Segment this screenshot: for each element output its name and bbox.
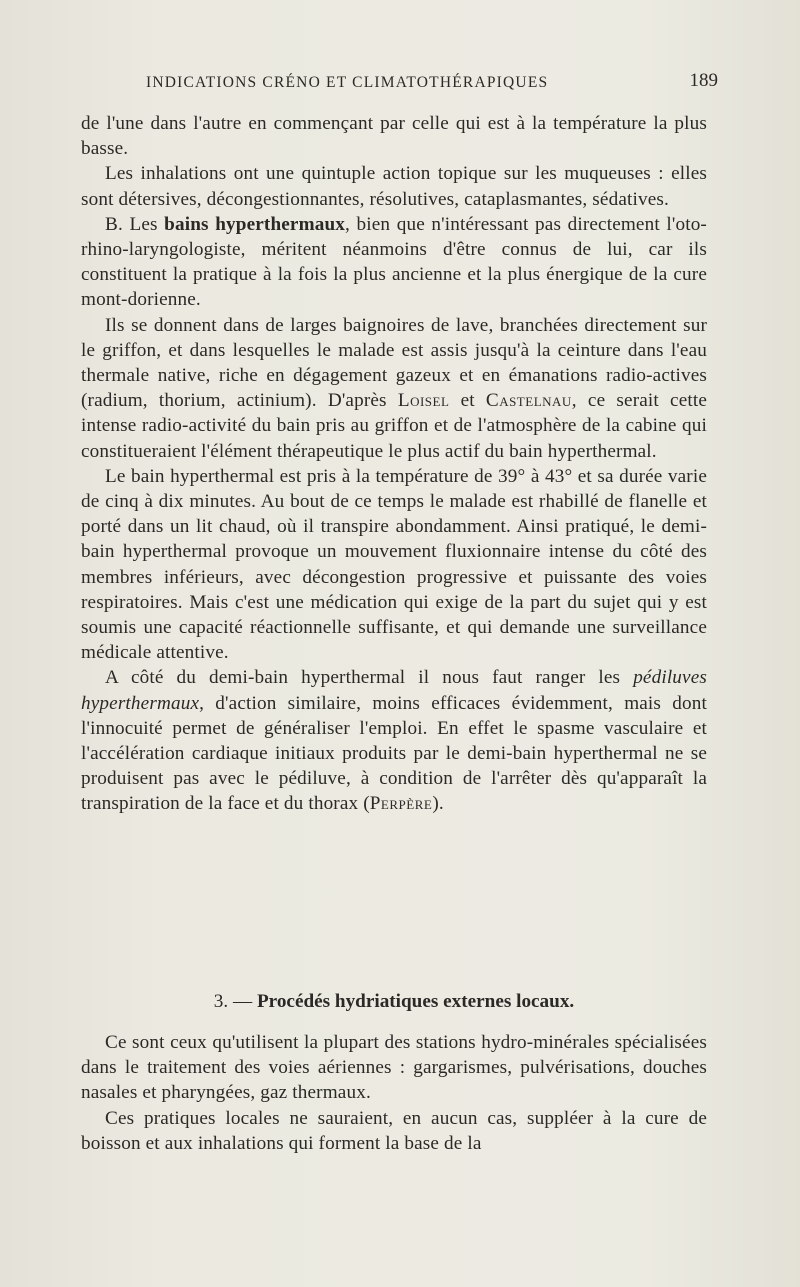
paragraph-inhalations: Les inhalations ont une quintuple action topique sur les muqueuses : elles sont détersives, décongestionnantes, résolutives, cataplasmantes, sédatives. bbox=[81, 163, 707, 210]
paragraph-procedes: Ce sont ceux qu'utilisent la plupart des stations hydro-minérales spécialisées dans le traitement des voies aériennes : gargarismes, pulvérisations, douches nasales et pharyngées, gaz thermaux. bbox=[81, 1032, 707, 1104]
body-text-2 bbox=[81, 1030, 707, 1156]
page-number: 189 bbox=[689, 70, 718, 91]
section-number: 3. — bbox=[213, 991, 257, 1012]
paragraph-baignoires bbox=[81, 313, 707, 464]
paragraph-text: Ils se donnent dans de larges baignoires de lave, branchées directement sur le griffon, et dans lesquelles le malade est assis jusqu'à la ceinture dans l'eau thermale native, riche en dégagement gazeux et en émanations radio-actives (radium, thorium, actinium). D'après bbox=[81, 314, 707, 412]
paragraph-text: et bbox=[449, 390, 486, 412]
paragraph-bains-intro bbox=[81, 212, 707, 313]
paragraph-text: A côté du demi-bain hyperthermal il nous faut ranger les bbox=[105, 667, 634, 689]
author-name: Castelnau bbox=[485, 390, 572, 412]
paragraph-text: , ce serait cette intense radio-activité du bain pris au griffon et de l'atmosphère de la cabine qui constitueraient l'élément thérapeutique le plus actif du bain hyperthermal. bbox=[81, 390, 707, 462]
body-text bbox=[81, 111, 707, 817]
paragraph-text: , bien que n'intéressant pas directement l'oto-rhino-laryngologiste, méritent néanmoins d'être connus de lui, car ils constituent la pratique à la fois la plus ancienne et la plus énergique de la cure mont-dorienne. bbox=[81, 213, 707, 311]
paragraph-label: B. Les bbox=[105, 213, 165, 235]
term-pediluves: pédiluves hyperthermaux bbox=[81, 667, 707, 714]
paragraph-pratiques: Ces pratiques locales ne sauraient, en aucun cas, suppléer à la cure de boisson et aux inhalations qui forment la base de la bbox=[81, 1107, 707, 1154]
paragraph-continuation: de l'une dans l'autre en commençant par celle qui est à la température la plus basse. bbox=[81, 113, 707, 160]
section-title: Procédés hydriatiques externes locaux. bbox=[256, 991, 575, 1012]
paragraph-text: , d'action similaire, moins efficaces évidemment, mais dont l'innocuité permet de généraliser l'emploi. En effet le spasme vasculaire et l'accélération cardiaque initiaux produits par le demi-bain hyperthermal ne se produisent pas avec le pédiluve, à condition de l'arrêter dès qu'apparaît la transpiration de la face et du thorax ( bbox=[81, 692, 707, 815]
author-name: Perpère bbox=[369, 793, 433, 815]
section-heading bbox=[81, 989, 707, 1014]
running-header bbox=[146, 72, 718, 96]
running-title: INDICATIONS CRÉNO ET CLIMATOTHÉRAPIQUES bbox=[146, 74, 549, 91]
author-name: Loisel bbox=[397, 390, 450, 412]
paragraph-temperature: Le bain hyperthermal est pris à la température de 39° à 43° et sa durée varie de cinq à dix minutes. Au bout de ce temps le malade est rhabillé de flanelle et porté dans un lit chaud, où il transpire abondamment. Ainsi pratiqué, le demi-bain hyperthermal provoque un mouvement fluxionnaire intense du côté des membres inférieurs, avec décongestion progressive et puissante des voies respiratoires. Mais c'est une médication qui exige de la part du sujet qui y est soumis une capacité réactionnelle suffisante, et qui demande une surveillance médicale attentive. bbox=[81, 465, 707, 664]
paragraph-text: ). bbox=[432, 793, 444, 815]
term-bains-hyperthermaux: bains hyperthermaux bbox=[164, 213, 346, 235]
paragraph-pediluves bbox=[81, 665, 707, 816]
